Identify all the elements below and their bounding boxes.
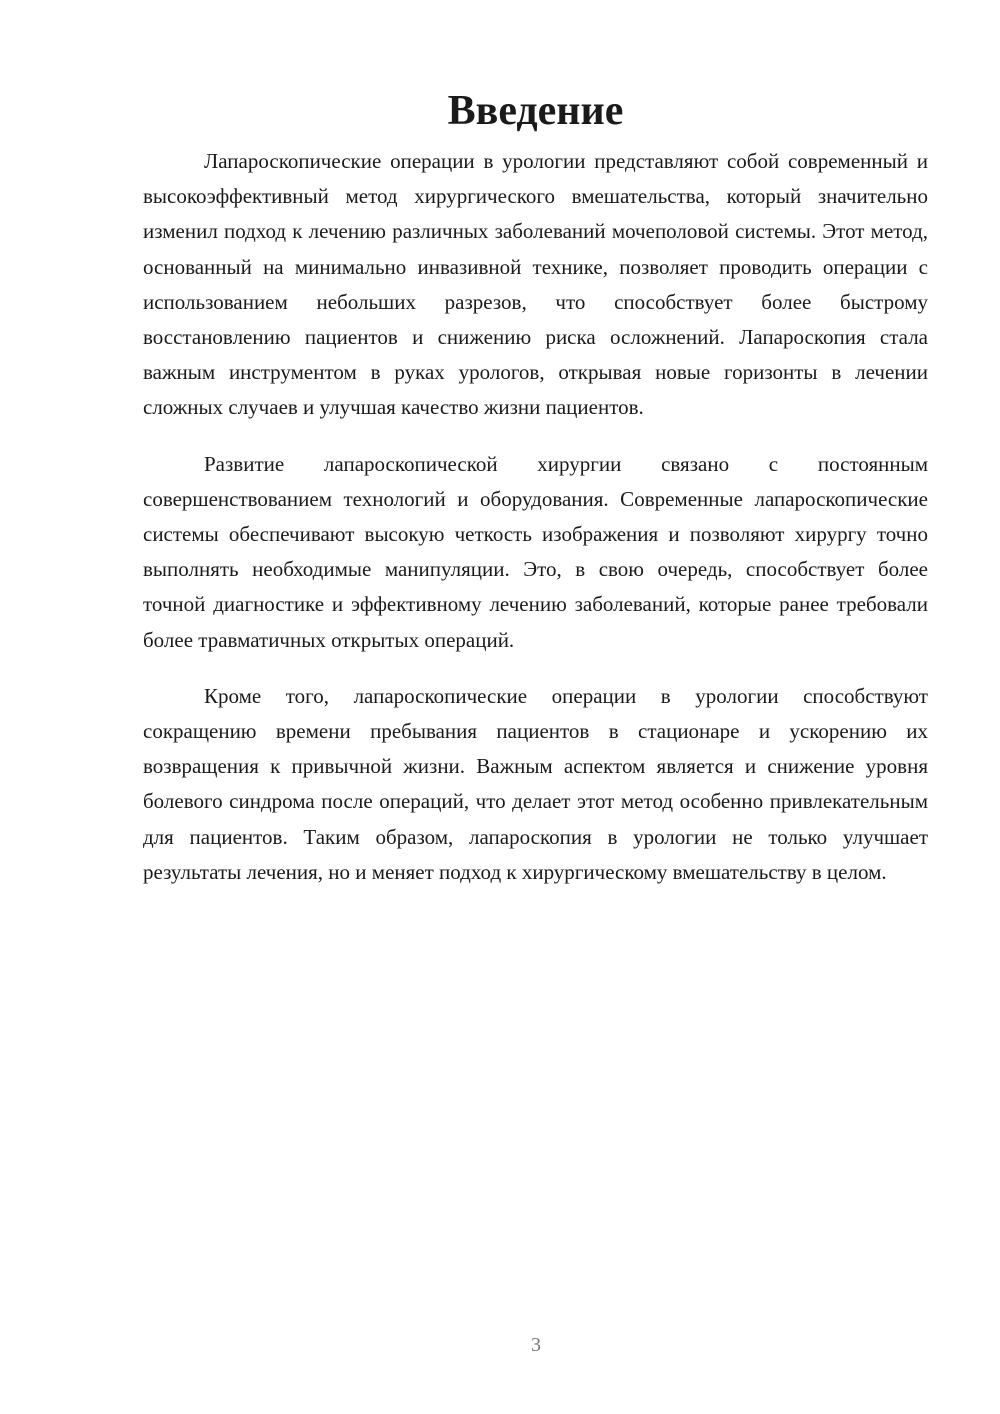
paragraph-3: Кроме того, лапароскопические операции в урологии способствуют сокращению времени пребывания пациентов в стационаре и ускорению их возвращения к привычной жизни. Важным аспектом является и снижение уровня болевого синдрома после операций, что делает этот метод особенно привлекательным для пациентов. Таким образом, лапароскопия в урологии не только улучшает результаты лечения, но и меняет подход к хирургическому вмешательству в целом. bbox=[143, 683, 928, 884]
page-number: 3 bbox=[531, 1334, 541, 1356]
section-title: Введение bbox=[447, 88, 624, 134]
document-body bbox=[143, 88, 928, 911]
paragraph-1: Лапароскопические операции в урологии представляют собой современный и высокоэффективный метод хирургического вмешательства, который значительно изменил подход к лечению различных заболеваний мочеполовой системы. Этот метод, основанный на минимально инвазивной технике, позволяет проводить операции с использованием небольших разрезов, что способствует более быстрому восстановлению пациентов и снижению риска осложнений. Лапароскопия стала важным инструментом в руках урологов, открывая новые горизонты в лечении сложных случаев и улучшая качество жизни пациентов. bbox=[143, 149, 928, 420]
paragraph-2: Развитие лапароскопической хирургии связано с постоянным совершенствованием технологий и оборудования. Современные лапароскопические системы обеспечивают высокую четкость изображения и позволяют хирургу точно выполнять необходимые манипуляции. Это, в свою очередь, способствует более точной диагностике и эффективному лечению заболеваний, которые ранее требовали более травматичных открытых операций. bbox=[143, 451, 928, 652]
